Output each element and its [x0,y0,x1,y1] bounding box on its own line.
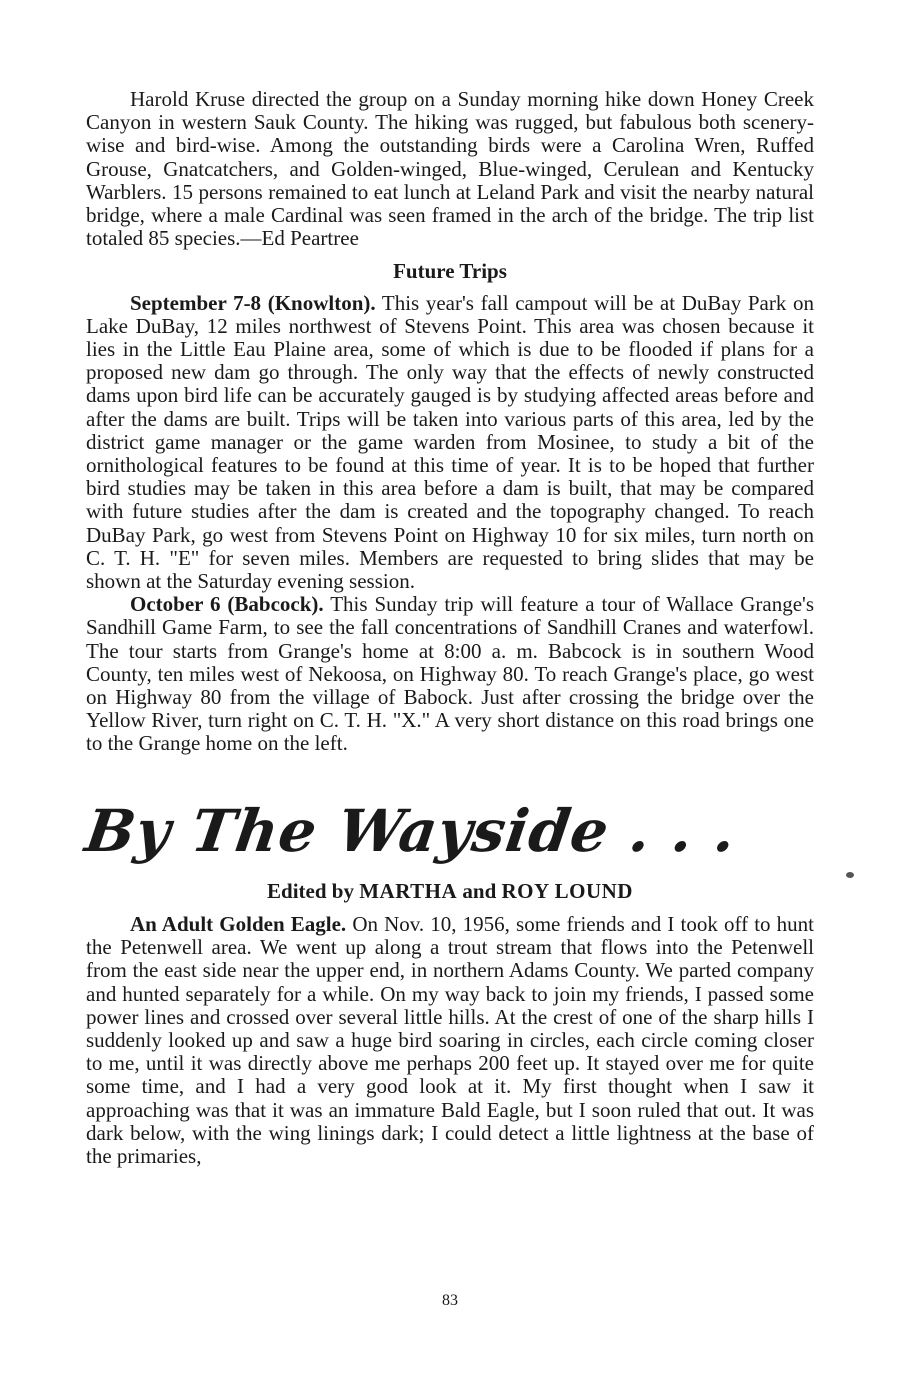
trip-lead-knowlton: September 7-8 (Knowlton). [130,290,376,315]
editors-prefix: Edited by [267,878,360,903]
editor-martha: MARTHA [359,878,458,903]
trip-paragraph-knowlton [86,292,814,594]
trip-lead-babcock: October 6 (Babcock). [130,592,324,617]
ink-speck [846,872,854,878]
editors-and: and [457,878,502,903]
editor-roy-lound: ROY LOUND [501,878,633,903]
trip-text-knowlton: This year's fall campout will be at DuBay Park on Lake DuBay, 12 miles northwest of Stevens Point. This area was chosen because it lies in the Little Eau Plaine area, some of which is due to be flooded if plans for a proposed new dam go through. The only way that the effects of newly constructed dams upon bird life can be accurately gauged is by studying affected areas before and after the dams are built. Trips will be taken into various parts of this area, led by the district game manager or the game warden from Mosinee, to study a bit of the ornithological features to be found at this time of year. It is to be hoped that further bird studies may be taken in this area before a dam is built, that may be compared with future studies after the dam is created and the topography changed. To reach DuBay Park, go west from Stevens Point on Highway 10 for six miles, turn north on C. T. H. "E" for seven miles. Members are requested to bring slides that may be shown at the Saturday evening session. [86,290,814,594]
trip-paragraph-babcock [86,593,814,755]
by-the-wayside-title: By The Wayside . . . [81,796,741,865]
entry-text-golden-eagle: On Nov. 10, 1956, some friends and I took off to hunt the Petenwell area. We went up along a trout stream that flows into the Petenwell from the east side near the upper end, in northern Adams County. We parted company and hunted separately for a while. On my way back to join my friends, I passed some power lines and crossed over several little hills. At the crest of one of the sharp hills I suddenly looked up and saw a huge bird soaring in circles, each circle coming closer to me, until it was directly above me perhaps 200 feet up. It stayed over me for quite some time, and I had a very good look at it. My first thought when I saw it approaching was that it was an immature Bald Eagle, but I soon ruled that out. It was dark below, with the wing linings dark; I could detect a little lightness at the base of the primaries, [86,911,814,1168]
entry-lead-golden-eagle: An Adult Golden Eagle. [130,911,347,936]
future-trips-heading: Future Trips [393,259,507,284]
page-content [81,87,814,1168]
page-number: 83 [442,1292,458,1309]
column-entry-golden-eagle [86,913,814,1168]
article-paragraph-honey-creek: Harold Kruse directed the group on a Sunday morning hike down Honey Creek Canyon in western Sauk County. The hiking was rugged, but fabulous both scenery-wise and bird-wise. Among the outstanding birds were a Carolina Wren, Ruffed Grouse, Gnatcatchers, and Golden-winged, Blue-winged, Cerulean and Kentucky Warblers. 15 persons remained to eat lunch at Leland Park and visit the nearby natural bridge, where a male Cardinal was seen framed in the arch of the bridge. The trip list totaled 85 species.—Ed Peartree [86,87,814,251]
column-editors-line [86,880,814,903]
trip-text-babcock: This Sunday trip will feature a tour of Wallace Grange's Sandhill Game Farm, to see the fall concentrations of Sandhill Cranes and waterfowl. The tour starts from Grange's home at 8:00 a. m. Babcock is in southern Wood County, ten miles west of Nekoosa, on Highway 80. To reach Grange's place, go west on Highway 80 from the village of Babock. Just after crossing the bridge over the Yellow River, turn right on C. T. H. "X." A very short distance on this road brings one to the Grange home on the left. [86,592,814,756]
